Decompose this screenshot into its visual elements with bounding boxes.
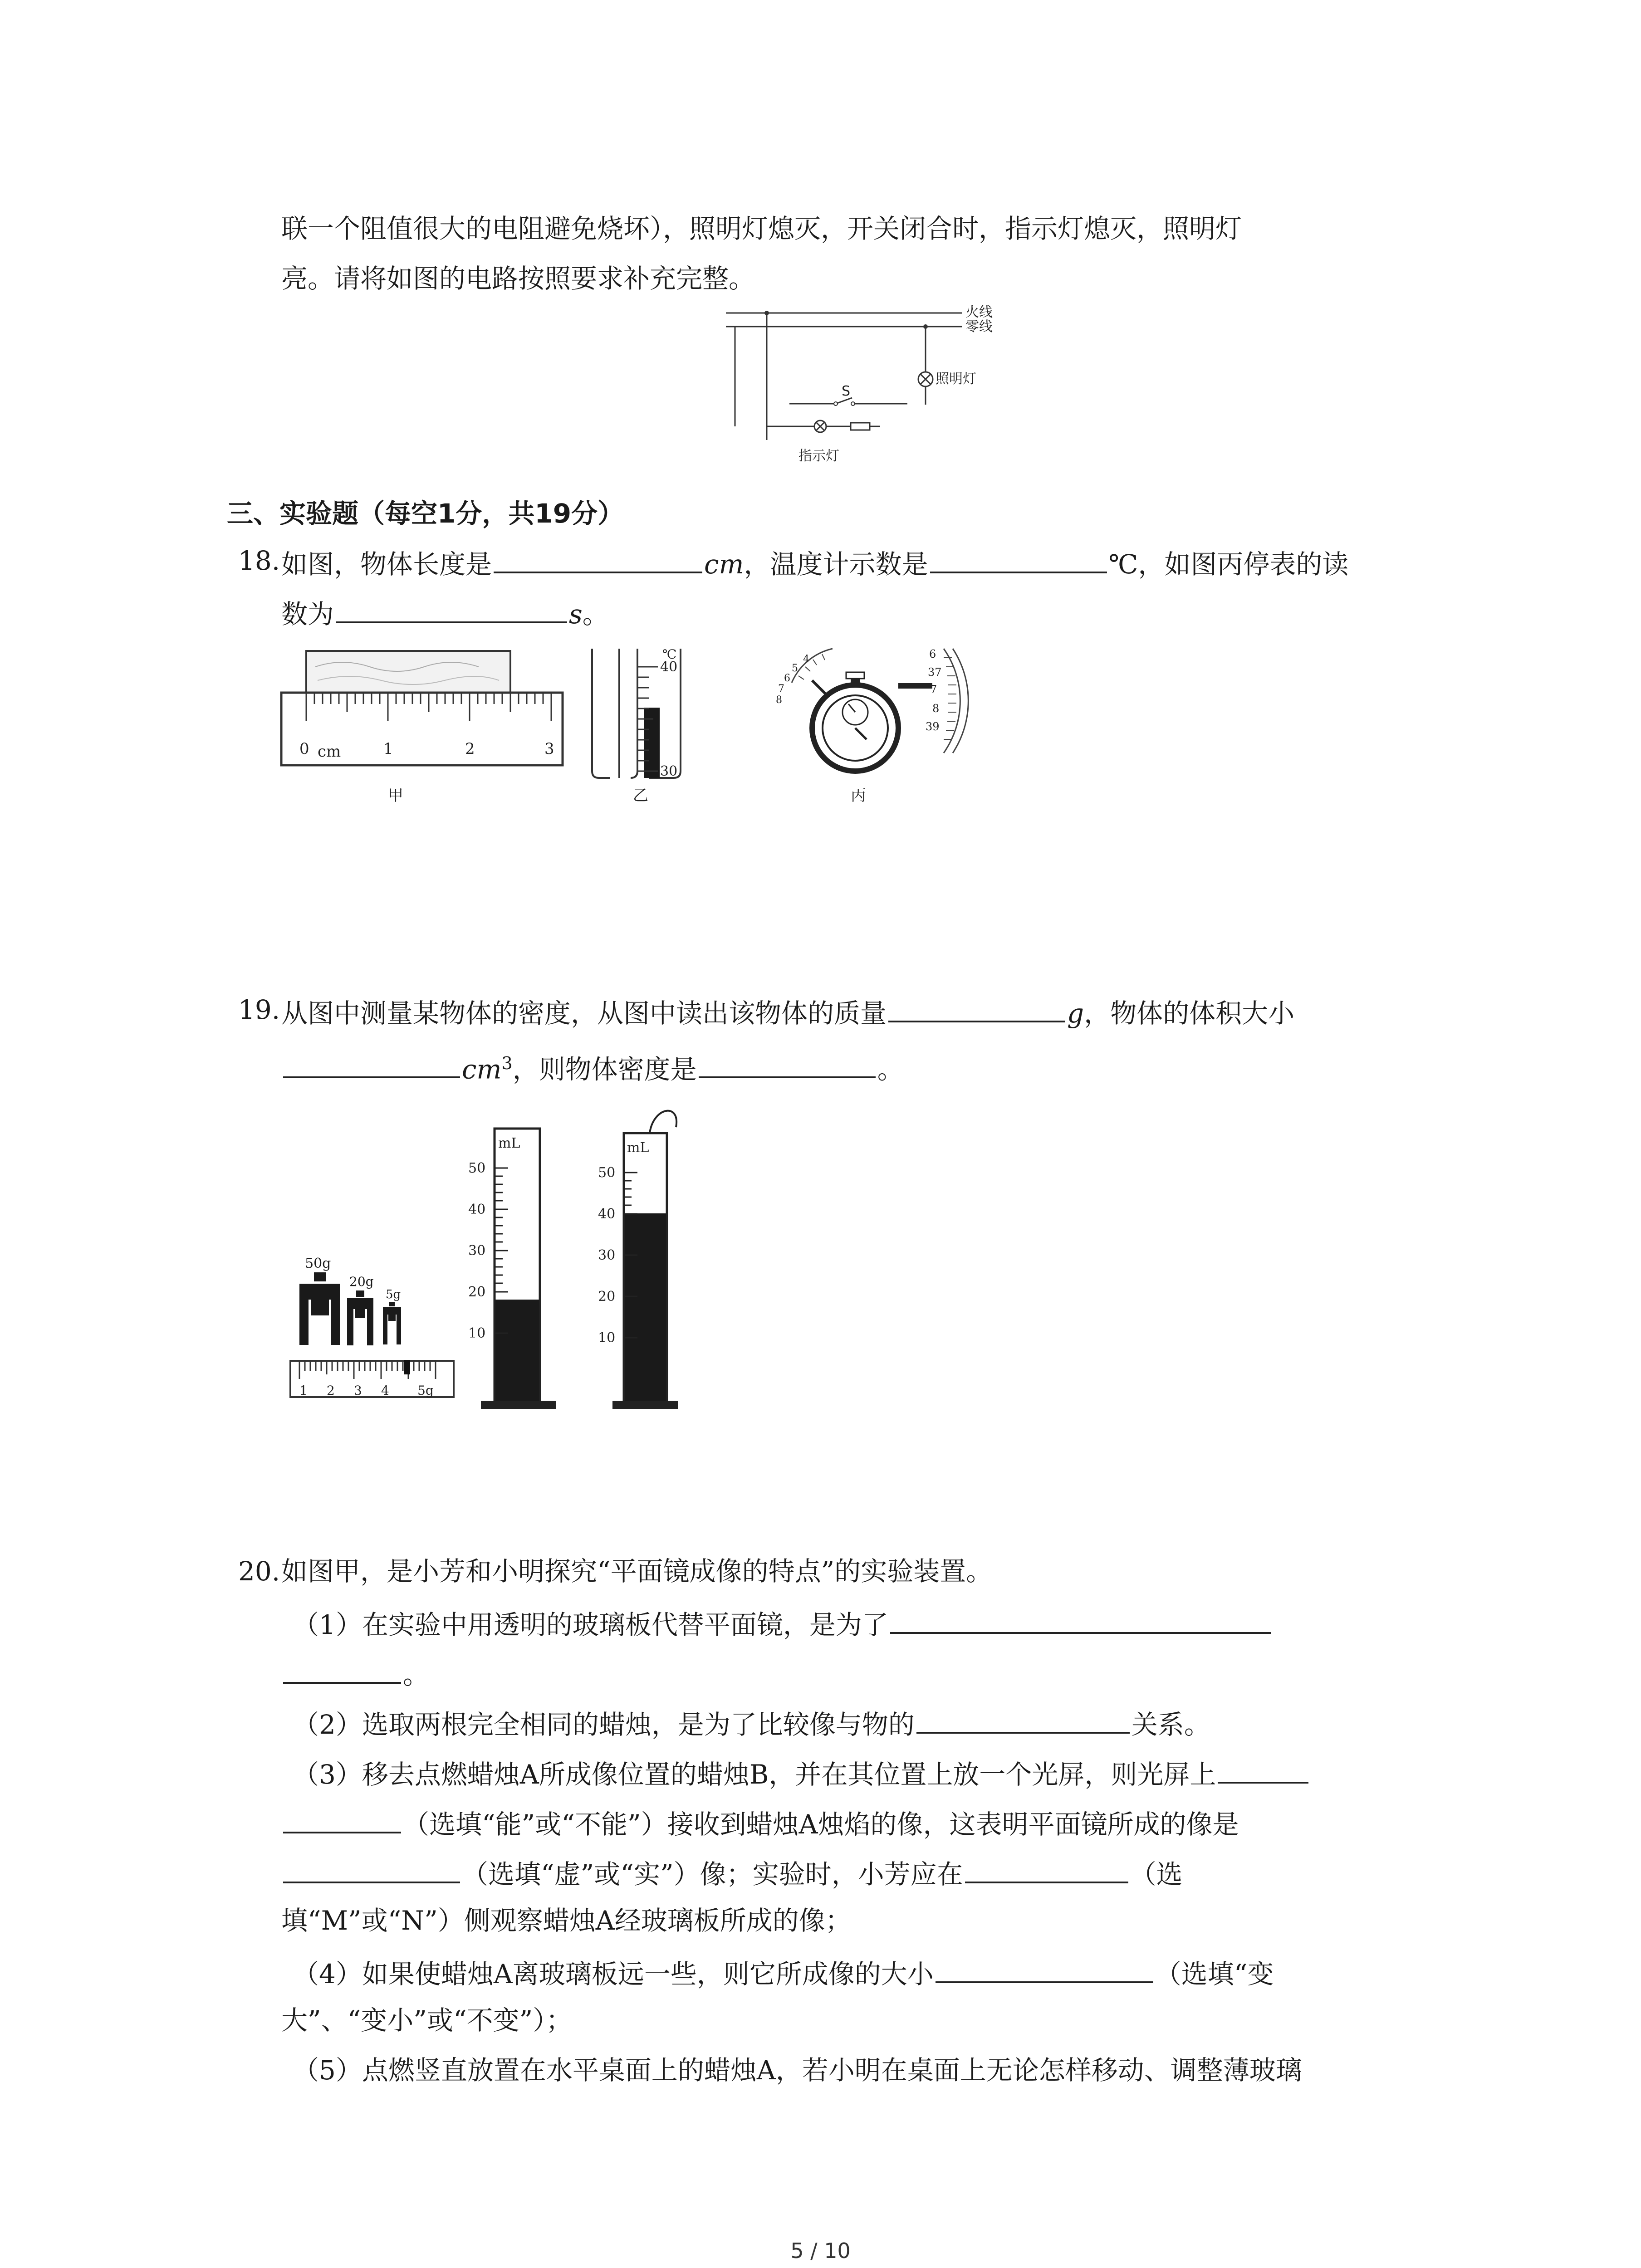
q19-blank-mass[interactable]: [888, 993, 1065, 1022]
q20-number: 20.: [238, 1556, 280, 1587]
q18-blank-stopwatch[interactable]: [336, 594, 567, 623]
scale-3: 3: [354, 1383, 362, 1398]
cyl2-50: 50: [598, 1165, 616, 1181]
scale-4: 4: [381, 1383, 389, 1398]
cyl1-50: 50: [468, 1160, 486, 1176]
cyl2-unit: mL: [627, 1140, 649, 1156]
q20-part4: （4）如果使蜡烛A离玻璃板远一些，则它所成像的大小: [293, 1959, 934, 1989]
q20-line-8: 填“M”或“N”）侧观察蜡烛A经玻璃板所成的像；: [281, 1905, 852, 1936]
cyl1-30: 30: [468, 1243, 486, 1259]
intro-line-1: 联一个阻值很大的电阻避免烧坏），照明灯熄灭，开关闭合时，指示灯熄灭，照明灯: [281, 213, 1242, 244]
q20-line-1: [238, 1555, 993, 1588]
circuit-diagram: [717, 304, 1034, 476]
cyl1-unit: mL: [498, 1135, 520, 1151]
q20-blank-3d[interactable]: [965, 1854, 1128, 1883]
q20-part3a: （3）移去点燃蜡烛A所成像位置的蜡烛B，并在其位置上放一个光屏，则光屏上: [293, 1759, 1216, 1790]
cyl1-40: 40: [468, 1202, 486, 1217]
scale-1: 1: [299, 1383, 308, 1398]
dial-small-6: 6: [784, 673, 790, 684]
q19-unit-sup: 3: [501, 1053, 513, 1073]
dial-big-8: 8: [932, 702, 940, 715]
cyl1-20: 20: [468, 1284, 486, 1300]
dial-big-37: 37: [928, 666, 942, 679]
indicator-label: 指示灯: [798, 448, 839, 464]
weights: [299, 1256, 401, 1345]
q20-blank-1b[interactable]: [283, 1655, 401, 1684]
ruler-tick-1: 1: [383, 740, 393, 758]
q18-text-1: 如图，物体长度是: [281, 549, 492, 580]
q18-unit-cm: cm: [704, 549, 744, 580]
q20-line-7: [281, 1854, 1183, 1891]
cyl2-30: 30: [598, 1247, 616, 1263]
section-title: 三、实验题（每空1分，共19分）: [227, 498, 624, 529]
q20-part3d: （选: [1130, 1859, 1183, 1890]
q19-text-4: 。: [877, 1054, 904, 1085]
q19-figure: [281, 1093, 735, 1420]
neutral-wire-label: 零线: [965, 319, 993, 335]
q19-blank-volume[interactable]: [283, 1049, 460, 1078]
dial-big-7: 7: [930, 683, 937, 696]
ruler: [281, 651, 563, 805]
q19-line-2: [281, 1047, 904, 1085]
cyl2-10: 10: [598, 1330, 616, 1346]
q19-text-1: 从图中测量某物体的密度，从图中读出该物体的质量: [281, 998, 887, 1029]
q20-part3b: （选填“能”或“不能”）接收到蜡烛A烛焰的像，这表明平面镜所成的像是: [403, 1809, 1239, 1840]
scale-2: 2: [327, 1383, 335, 1398]
q20-part4b: （选填“变: [1155, 1959, 1274, 1989]
thermo-unit: ℃: [662, 647, 677, 662]
q20-part1-end: 。: [403, 1659, 430, 1690]
q18-text-2: ，温度计示数是: [744, 549, 928, 580]
live-wire-label: 火线: [965, 304, 993, 320]
q18-text-4: 数为: [281, 599, 334, 630]
q20-line-2: [293, 1605, 1273, 1641]
q19-number: 19.: [238, 994, 280, 1025]
q20-line-4: [293, 1705, 1210, 1741]
q18-line-2: [281, 594, 609, 631]
q18-text-5: 。: [582, 599, 609, 630]
weight-50g: 50g: [305, 1256, 331, 1271]
weight-20g: 20g: [349, 1274, 374, 1289]
q18-figure: [272, 640, 998, 812]
stopwatch: [776, 648, 968, 805]
q20-blank-4[interactable]: [936, 1954, 1153, 1983]
cyl1-10: 10: [468, 1325, 486, 1341]
q18-blank-temp[interactable]: [930, 544, 1107, 573]
q20-blank-3a[interactable]: [1218, 1755, 1308, 1784]
page-number: 5 / 10: [790, 2239, 851, 2263]
thermometer: [592, 647, 681, 805]
switch-label: S: [842, 383, 851, 399]
q20-line-9: [293, 1954, 1274, 1990]
cyl2-20: 20: [598, 1289, 616, 1305]
q19-blank-density[interactable]: [699, 1049, 876, 1078]
figure-label-jia: 甲: [388, 787, 403, 805]
q18-line-1: [238, 544, 1349, 581]
q20-blank-1a[interactable]: [890, 1605, 1271, 1634]
figure-label-bing: 丙: [851, 787, 866, 805]
q20-part2: （2）选取两根完全相同的蜡烛，是为了比较像与物的: [293, 1709, 915, 1740]
ruler-unit: cm: [318, 743, 341, 761]
q19-text-2: ，物体的体积大小: [1084, 998, 1295, 1029]
thermo-30: 30: [660, 763, 678, 779]
lamp-label: 照明灯: [936, 371, 976, 387]
q20-intro: 如图甲，是小芳和小明探究“平面镜成像的特点”的实验装置。: [281, 1556, 993, 1587]
q19-unit-cm: cm: [462, 1054, 502, 1085]
q19-text-3: ，则物体密度是: [512, 1054, 697, 1085]
q19-unit-g: g: [1067, 998, 1084, 1029]
q20-line-11: （5）点燃竖直放置在水平桌面上的蜡烛A，若小明在桌面上无论怎样移动、调整薄玻璃: [293, 2055, 1302, 2086]
intro-line-2: 亮。请将如图的电路按照要求补充完整。: [281, 263, 755, 294]
dial-big-6: 6: [929, 648, 936, 660]
dial-small-4: 4: [803, 654, 809, 665]
ruler-tick-2: 2: [465, 740, 475, 758]
q18-number: 18.: [238, 545, 280, 576]
q20-blank-3b[interactable]: [283, 1804, 401, 1833]
cyl2-40: 40: [598, 1206, 616, 1222]
q20-line-3: [281, 1655, 429, 1691]
q20-part2-end: 关系。: [1131, 1709, 1210, 1740]
ruler-tick-0: 0: [299, 740, 309, 758]
balance-scale: [290, 1360, 454, 1398]
q20-line-10: 大”、“变小”或“不变”）；: [281, 2005, 573, 2036]
dial-big-39: 39: [926, 720, 940, 733]
q18-unit-s: s: [569, 599, 583, 630]
figure-label-yi: 乙: [633, 787, 648, 805]
q20-line-6: [281, 1804, 1239, 1841]
q20-part3c: （选填“虚”或“实”）像；实验时，小芳应在: [462, 1859, 963, 1890]
cylinder-2: [598, 1111, 678, 1409]
q18-blank-length[interactable]: [494, 544, 702, 573]
q20-part1: （1）在实验中用透明的玻璃板代替平面镜，是为了: [293, 1609, 888, 1640]
q20-blank-2[interactable]: [916, 1705, 1130, 1734]
thermo-40: 40: [660, 659, 678, 675]
cylinder-1: [468, 1129, 556, 1409]
q18-text-3: ℃，如图丙停表的读: [1108, 549, 1349, 580]
q20-blank-3c[interactable]: [283, 1854, 460, 1883]
scale-5g: 5g: [417, 1383, 434, 1398]
ruler-tick-3: 3: [544, 740, 554, 758]
q19-line-1: [238, 993, 1295, 1030]
q20-line-5: [293, 1755, 1310, 1791]
weight-5g: 5g: [386, 1288, 401, 1301]
dial-small-5: 5: [792, 663, 798, 674]
dial-small-8: 8: [776, 694, 782, 706]
dial-small-7: 7: [778, 683, 784, 694]
